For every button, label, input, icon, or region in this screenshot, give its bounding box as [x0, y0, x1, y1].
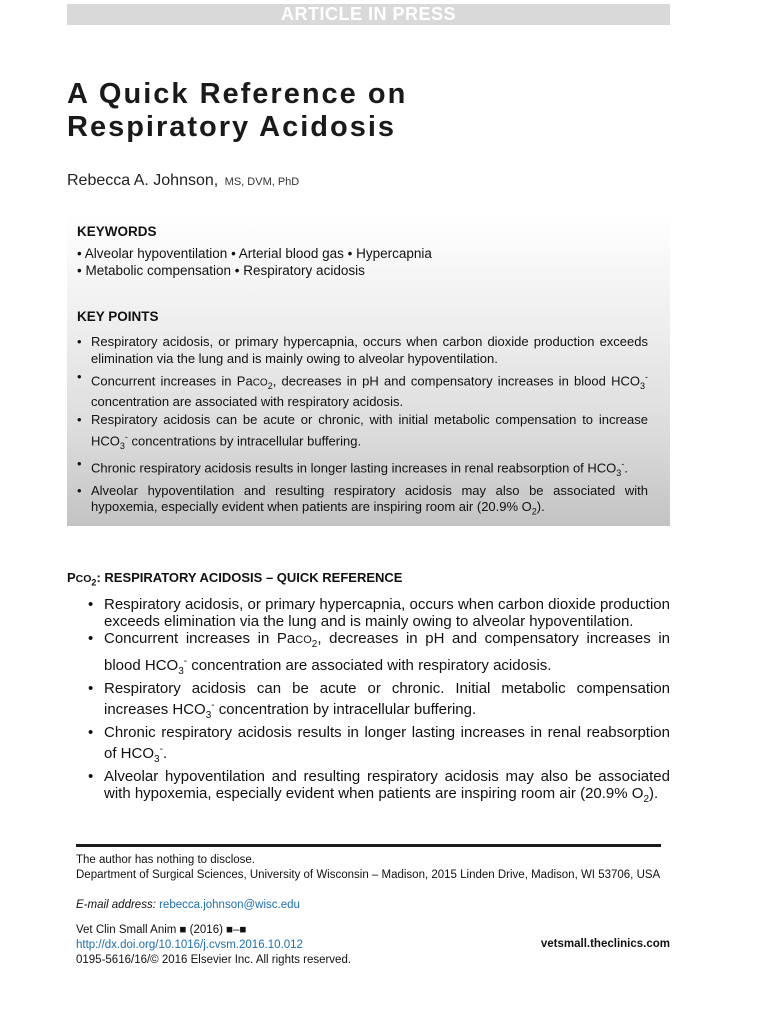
list-item: • Chronic respiratory acidosis results in longer lasting increases in renal reabsorption of $HCO_3^-$. — [88, 724, 670, 768]
title-line-1: A Quick Reference on — [67, 78, 408, 110]
author-credentials: MS, DVM, PhD — [224, 176, 300, 188]
doi-link[interactable]: http://dx.doi.org/10.1016/j.cvsm.2016.10.012 — [76, 939, 303, 951]
key-points-heading: KEY POINTS — [77, 309, 159, 324]
list-item: • Alveolar hypoventilation and resulting respiratory acidosis may also be associated with hypoxemia, especially evident when patients are inspiring room air (20.9% $O_2$). — [88, 768, 670, 808]
key-point-item: • Concurrent increases in PaCO$_2$, decreases in pH and compensatory increases in blood $HCO_3^-$ concentration are associated with respiratory acidosis. — [77, 369, 648, 411]
section-heading: $PCO_2$: RESPIRATORY ACIDOSIS – QUICK REFERENCE — [67, 570, 403, 588]
journal-website: vetsmall.theclinics.com — [540, 938, 670, 950]
footnote-divider — [76, 844, 661, 847]
keywords-keypoints-box — [67, 213, 670, 526]
keywords-heading: KEYWORDS — [77, 224, 157, 239]
journal-citation: Vet Clin Small Anim ■ (2016) ■–■ — [76, 924, 247, 936]
affiliation-text: Department of Surgical Sciences, University of Wisconsin – Madison, 2015 Linden Drive, Madison, WI 53706, USA — [76, 869, 661, 881]
key-points-list — [77, 334, 648, 522]
title-line-2: Respiratory Acidosis — [67, 111, 397, 143]
key-point-item: • Respiratory acidosis can be acute or chronic, with initial metabolic compensation to increase $HCO_3^-$ concentrations by intracellular buffering. — [77, 412, 648, 454]
article-in-press-banner: ARTICLE IN PRESS — [67, 4, 670, 25]
author-line — [67, 172, 299, 190]
email-line — [76, 898, 670, 913]
article-title — [67, 78, 687, 144]
email-link[interactable]: rebecca.johnson@wisc.edu — [159, 899, 300, 911]
disclosure-text: The author has nothing to disclose. — [76, 854, 256, 866]
key-point-item: • Alveolar hypoventilation and resulting respiratory acidosis may also be associated with hypoxemia, especially evident when patients are inspiring room air (20.9% $O_2$). — [77, 483, 648, 521]
list-item: • Respiratory acidosis, or primary hypercapnia, occurs when carbon dioxide production exceeds elimination via the lung and is mainly owing to alveolar hypoventilation. — [88, 596, 670, 630]
key-point-item: • Respiratory acidosis, or primary hypercapnia, occurs when carbon dioxide production exceeds elimination via the lung and is mainly owing to alveolar hypoventilation. — [77, 334, 648, 367]
keywords-line-1: • Alveolar hypoventilation • Arterial blood gas • Hypercapnia — [77, 246, 432, 261]
author-name: Rebecca A. Johnson, — [67, 172, 219, 189]
key-point-item: • Chronic respiratory acidosis results in longer lasting increases in renal reabsorption of $HCO_3^-$. — [77, 456, 648, 481]
quick-reference-list — [88, 596, 670, 808]
email-label: E-mail address: — [76, 899, 156, 911]
list-item: • Respiratory acidosis can be acute or chronic. Initial metabolic compensation increases $HCO_3^-$ concentration by intracellular buffering. — [88, 680, 670, 724]
keywords-line-2: • Metabolic compensation • Respiratory acidosis — [77, 263, 365, 278]
copyright-text: 0195-5616/16/© 2016 Elsevier Inc. All rights reserved. — [76, 954, 352, 966]
list-item: • Concurrent increases in PaCO$_2$, decreases in pH and compensatory increases in blood $HCO_3^-$ concentration are associated with respiratory acidosis. — [88, 630, 670, 680]
